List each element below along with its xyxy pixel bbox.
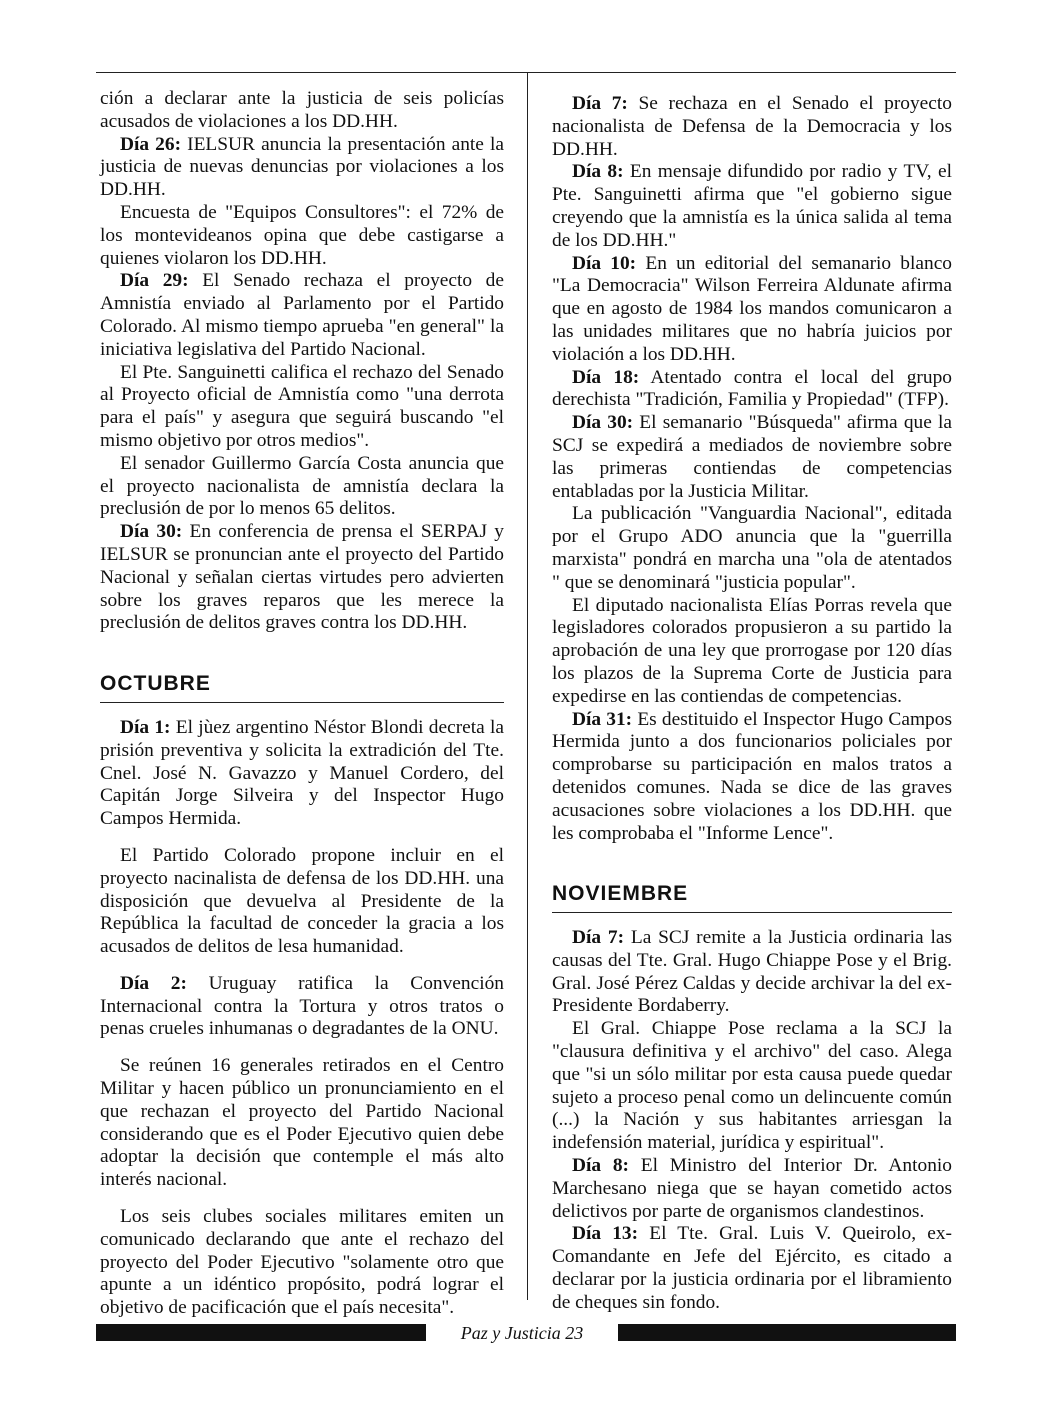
day-label: Día 30:: [120, 521, 183, 543]
paragraph: El Pte. Sanguinetti califica el rechazo del Senado al Proyecto oficial de Amnistía como "una derrota para el país" y asegura que seguirá buscando "el mismo objetivo por otros medios".: [100, 361, 504, 451]
paragraph: El diputado nacionalista Elías Porras revela que legisladores colorados propusieron a su partido la aprobación de una ley que prorrogase por 120 días los plazos de la Suprema Corte de Justicia para expedirse en las contiendas de competencias.: [552, 594, 952, 707]
paragraph: Se reúnen 16 generales retirados en el Centro Militar y hacen público un pronunciamiento en el que rechazan el proyecto del Partido Nacional considerando que es el Poder Ejecutivo quien debe adoptar la decisión que contemple el más alto interés nacional.: [100, 1055, 504, 1191]
paragraph: [100, 973, 504, 1041]
paragraph: [100, 134, 504, 202]
paragraph: [552, 161, 952, 252]
paragraph-text: Uruguay ratifica la Convención Internacional contra la Tortura y otros tratos o penas crueles inhumanas o degradantes de la ONU.: [100, 972, 504, 1040]
paragraph: El Partido Colorado propone incluir en el proyecto nacinalista de defensa de los DD.HH. una disposición que devuelva al Presidente de la República la facultad de conceder la gracia a los acusados de delitos de lesa humanidad.: [100, 844, 504, 958]
top-rule: [96, 72, 956, 73]
paragraph-text: Se rechaza en el Senado el proyecto nacionalista de Defensa de la Democracia y los DD.HH.: [552, 93, 952, 160]
paragraph: ción a declarar ante la justicia de seis policías acusados de violaciones a los DD.HH.: [100, 88, 504, 132]
paragraph: El senador Guillermo García Costa anuncia que el proyecto nacionalista de amnistía declara la preclusión de por lo menos 65 delitos.: [100, 452, 504, 520]
paragraph: [552, 1155, 952, 1223]
day-label: Día 1:: [120, 716, 171, 738]
day-label: Día 8:: [572, 1155, 629, 1177]
paragraph: Encuesta de "Equipos Consultores": el 72% de los montevideanos opina que debe castigarse a quienes violaron los DD.HH.: [100, 201, 504, 269]
paragraph-text: El jùez argentino Néstor Blondi decreta la prisión preventiva y solicita la extradición del Tte. Cnel. José N. Gavazzo y Manuel Cordero, del Capitán Jorge Silveira y del Inspector Hugo Campos Hermida.: [100, 716, 504, 830]
day-label: Día 2:: [120, 972, 187, 994]
paragraph-text: En un editorial del semanario blanco "La Democracia" Wilson Ferreira Aldunate afirma que en agosto de 1984 los mandos comunicaron a las unidades militares que no habría juicios por violación a los DD.HH.: [552, 252, 952, 365]
day-label: Día 7:: [572, 93, 628, 114]
paragraph-text: IELSUR anuncia la presentación ante la justicia de nuevas denuncias por violaciones a los DD.HH.: [100, 133, 504, 201]
day-label: Día 13:: [572, 1223, 639, 1245]
day-label: Día 29:: [120, 270, 189, 292]
day-label: Día 10:: [572, 252, 637, 274]
paragraph: [552, 709, 952, 846]
paragraph: La publicación "Vanguardia Nacional", editada por el Grupo ADO anuncia que la "guerrilla marxista" pondrá en marcha una "ola de atentados " que se denominará "justicia popular".: [552, 503, 952, 593]
paragraph: [552, 927, 952, 1018]
page-footer: [96, 1322, 956, 1344]
day-label: Día 18:: [572, 366, 640, 388]
section-heading-octubre: OCTUBRE: [100, 672, 211, 696]
paragraph-text: El Ministro del Interior Dr. Antonio Marchesano niega que se hayan cometido actos delictivos por parte de organismos clandestinos.: [552, 1155, 952, 1222]
section-rule: [552, 912, 952, 913]
day-label: Día 8:: [572, 161, 624, 183]
paragraph: Los seis clubes sociales militares emiten un comunicado declarando que ante el rechazo del proyecto del Poder Ejecutivo "solamente otro que apunte a un idéntico propósito, podrá lograr el objetivo de pacificación que el país necesita".: [100, 1206, 504, 1319]
day-label: Día 26:: [120, 133, 182, 155]
paragraph: El Gral. Chiappe Pose reclama a la SCJ la "clausura definitiva y el archivo" del caso. Alega que "si un sólo militar por esta causa puede quedar sujeto a proceso penal como un delincuente común (...) la Nación y sus habitantes arriesgan la indefensión material, jurídica y espiritual".: [552, 1018, 952, 1154]
paragraph-text: El Senado rechaza el proyecto de Amnistía enviado al Parlamento por el Partido Colorado. Al mismo tiempo aprueba "en general" la iniciativa legislativa del Partido Nacional.: [100, 270, 504, 360]
paragraph: [100, 521, 504, 635]
day-label: Día 30:: [572, 412, 634, 434]
day-label: Día 31:: [572, 708, 633, 730]
paragraph: [100, 717, 504, 831]
column-divider: [527, 72, 528, 1300]
section-heading-noviembre: NOVIEMBRE: [552, 882, 689, 906]
footer-bar-left: [96, 1324, 426, 1341]
day-label: Día 7:: [572, 927, 625, 949]
paragraph: [552, 412, 952, 503]
paragraph-text: La SCJ remite a la Justicia ordinaria las causas del Tte. Gral. Hugo Chiappe Pose y el Brig. Gral. José Pérez Caldas y decide archivar la del ex-Presidente Bordaberry.: [552, 927, 952, 1017]
paragraph: [552, 1223, 952, 1314]
paragraph-text: El semanario "Búsqueda" afirma que la SCJ se expedirá a mediados de noviembre sobre las primeras contiendas de competencias entabladas por la Justicia Militar.: [552, 412, 952, 502]
paragraph: [552, 367, 952, 413]
paragraph-text: En mensaje difundido por radio y TV, el Pte. Sanguinetti afirma que "el gobierno sigue creyendo que la amnistía es la única salida al tema de los DD.HH.": [552, 161, 952, 251]
section-rule: [100, 702, 504, 703]
paragraph-text: Atentado contra el local del grupo derechista "Tradición, Familia y Propiedad" (TFP).: [552, 366, 952, 411]
paragraph-text: Es destituido el Inspector Hugo Campos Hermida junto a dos funcionarios policiales por comprobarse su participación en malos tratos a detenidos comunes. Nada se dice de las graves acusaciones sobre violaciones a los DD.HH. que les comprobaba el "Informe Lence".: [552, 708, 952, 844]
paragraph: [552, 93, 952, 161]
paragraph-text: El Tte. Gral. Luis V. Queirolo, ex-Comandante en Jefe del Ejército, es citado a declarar por la justicia ordinaria por el libramiento de cheques sin fondo.: [552, 1223, 952, 1313]
paragraph: [552, 253, 952, 367]
footer-page-label: Paz y Justicia 23: [460, 1323, 584, 1343]
footer-bar-right: [618, 1324, 956, 1341]
paragraph: [100, 270, 504, 361]
paragraph-text: En conferencia de prensa el SERPAJ y IELSUR se pronuncian ante el proyecto del Partido Nacional y señalan ciertas virtudes pero advierten sobre los graves reparos que les merece la preclusión de delitos graves contra los DD.HH.: [100, 521, 504, 634]
left-column: [100, 88, 504, 1320]
right-column: [552, 93, 952, 1315]
